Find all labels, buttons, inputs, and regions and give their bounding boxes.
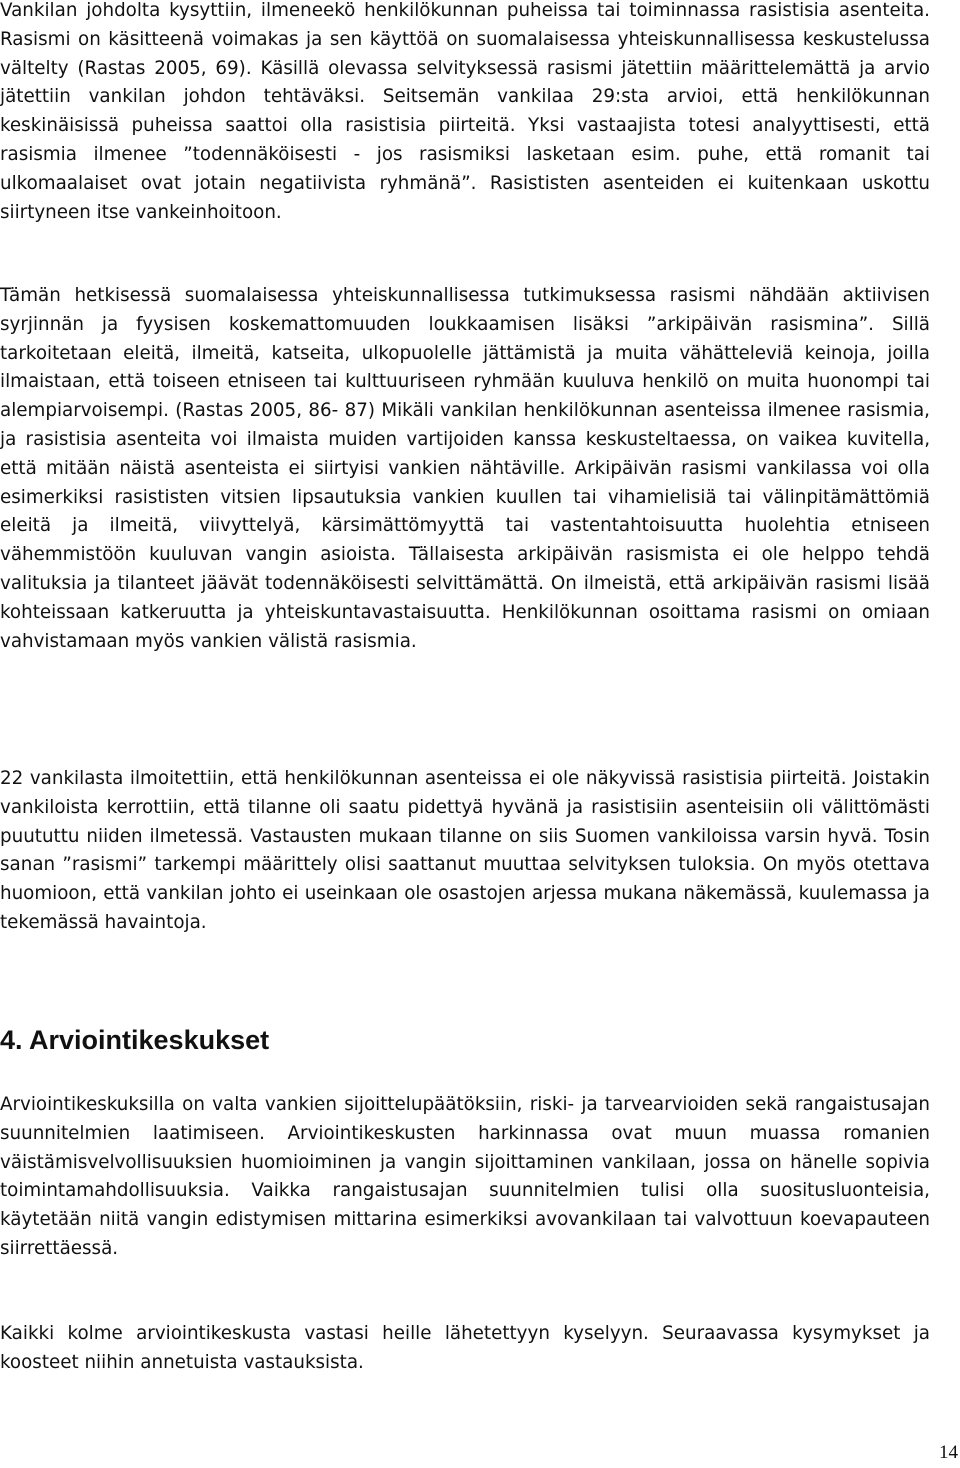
paragraph-survey-intro: Kaikki kolme arviointikeskusta vastasi heille lähetettyyn kyselyyn. Seuraavassa kysymykset ja koosteet niihin annetuista vastauksista. (0, 1323, 930, 1373)
paragraph-everyday-racism: Tämän hetkisessä suomalaisessa yhteiskunnallisessa tutkimuksessa rasismi nähdään aktiivisen syrjinnän ja fyysisen koskemattomuuden loukkaamisen lisäksi ”arkipäivän rasismina”. Sillä tarkoitetaan eleitä, ilmeitä, katseita, ulkopuolelle jättämistä ja muita vähätteleviä keinoja, joilla ilmaistaan, että toiseen etniseen tai kulttuuriseen ryhmään kuuluva henkilö on muita huonompi tai alempiarvoisempi. (Rastas 2005, 86- 87) Mikäli vankilan henkilökunnan asenteissa ilmenee rasismia, ja rasistisia asenteita voi ilmaista muiden vartijoiden kanssa keskusteltaessa, on vaikea kuvitella, että mitään näistä asenteista ei siirtyisi vankien nähtäville. Arkipäivän rasismi vankilassa voi olla esimerkiksi rasististen vitsien lipsautuksia vankien kuullen tai vihamielisiä tai välinpitämättömiä eleitä ja ilmeitä, viivyttelyä, kärsimättömyyttä tai vastentahtoisuutta huolehtia etniseen vähemmistöön kuuluvan vangin asioista. Tällaisesta arkipäivän rasismista ei ole helppo tehdä valituksia ja tilanteet jäävät todennäköisesti selvittämättä. On ilmeistä, että arkipäivän rasismi lisää kohteissaan katkeruutta ja yhteiskuntavastaisuutta. Henkilökunnan osoittama rasismi on omiaan vahvistamaan myös vankien välistä rasismia. (0, 285, 930, 652)
paragraph-assessment-centres: Arviointikeskuksilla on valta vankien sijoittelupäätöksiin, riski- ja tarvearvioiden sekä rangaistusajan suunnitelmien laatimiseen. Arviointikeskusten harkinnassa ovat muun muassa romanien väistämisvelvollisuuksien huomioiminen ja vangin sijoittaminen vankilaan, jossa on hänelle sopivia toimintamahdollisuuksia. Vaikka rangaistusajan suunnitelmien tulisi olla suositusluonteisia, käytetään niitä vangin edistymisen mittarina esimerkiksi avovankilaan tai valvottuun koevapauteen siirrettäessä. (0, 1094, 930, 1259)
page-number: 14 (939, 1442, 958, 1463)
paragraph-survey-results: 22 vankilasta ilmoitettiin, että henkilökunnan asenteissa ei ole näkyvissä rasistisia piirteitä. Joistakin vankiloista kerrottiin, että tilanne oli saatu pidettyä hyvänä ja rasistisiin asenteisiin oli välittömästi puututtu niiden ilmetessä. Vastausten mukaan tilanne on siis Suomen vankiloissa varsin hyvä. Tosin sanan ”rasismi” tarkempi määrittely olisi saattanut muuttaa selvityksen tuloksia. On myös otettava huomioon, että vankilan johto ei useinkaan ole osastojen arjessa mukana näkemässä, kuulemassa ja tekemässä havaintoja. (0, 768, 930, 933)
paragraph-staff-racism-question: Vankilan johdolta kysyttiin, ilmeneekö henkilökunnan puheissa tai toiminnassa rasistisia asenteita. Rasismi on käsitteenä voimakas ja sen käyttöä on suomalaisessa yhteiskunnallisessa keskustelussa vältelty (Rastas 2005, 69). Käsillä olevassa selvityksessä rasismi jätettiin määrittelemättä ja arvio jätettiin vankilan johdon tehtäväksi. Seitsemän vankilaa 29:sta arvioi, että henkilökunnan keskinäisissä puheissa saattoi olla rasistisia piirteitä. Yksi vastaajista totesi analyyttisesti, että rasismia ilmenee ”todennäköisesti - jos rasismiksi lasketaan esim. puhe, että romanit tai ulkomaalaiset ovat jotain negatiivista ryhmänä”. Rasististen asenteiden ei kuitenkaan uskottu siirtyneen itse vankeinhoitoon. (0, 0, 930, 223)
section-heading: 4. Arviointikeskukset (0, 1025, 270, 1055)
